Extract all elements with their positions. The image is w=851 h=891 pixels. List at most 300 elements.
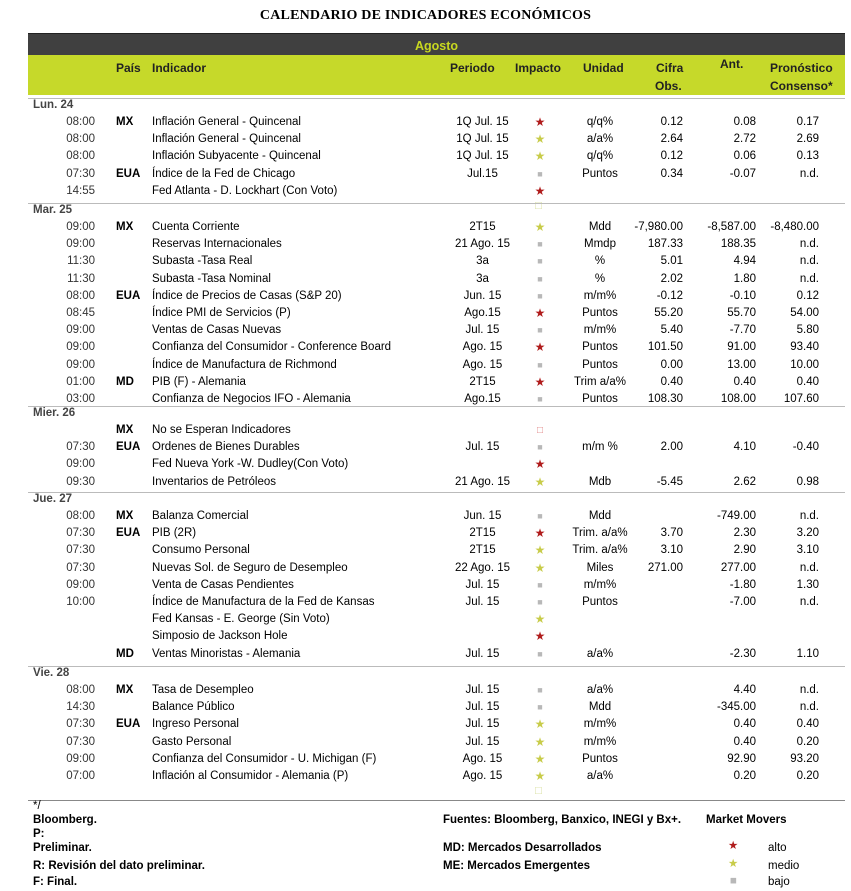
impact-alto-icon: ★ [534,457,546,472]
unit: Puntos [582,358,618,371]
period: 2T15 [469,527,496,540]
header-unidad: Unidad [583,61,624,75]
time: 08:00 [66,116,95,128]
consensus-value: 3.20 [796,527,819,540]
observed-value: 3.70 [660,527,683,540]
unit: Mmdp [584,238,616,251]
header-indicador: Indicador [152,61,207,75]
time: 07:30 [66,167,95,180]
table-row [0,236,851,253]
page-title: CALENDARIO DE INDICADORES ECONÓMICOS [259,8,592,23]
unit: Trim. a/a% [572,527,628,540]
indicator-name: Subasta -Tasa Nominal [152,272,271,285]
impact-bajo-icon: ■ [537,597,543,607]
indicator-name: Inflación General - Quincenal [152,133,301,146]
consensus-value: 0.40 [796,718,819,731]
consensus-value: 0.12 [796,289,819,302]
country-code: MX [116,116,134,128]
legend-alto-icon: ★ [728,840,739,852]
unit: m/m% [583,578,617,591]
indicator-name: Índice de Precios de Casas (S&P 20) [152,289,342,302]
time: 08:00 [66,150,95,163]
footnote-md: MD: Mercados Desarrollados [443,842,602,854]
unit: Puntos [582,167,618,180]
period: Jul. 15 [465,441,500,454]
period: 2T15 [469,221,496,233]
table-row [0,734,851,751]
day-label: Mar. 25 [33,204,72,216]
legend-title: Market Movers [706,814,787,826]
consensus-value: -8,480.00 [770,221,819,233]
unit: m/m% [583,324,617,337]
period: Ago.15 [464,307,501,319]
indicator-name: Índice PMI de Servicios (P) [152,307,291,319]
unit: q/q% [586,150,614,163]
unit: m/m% [583,289,617,302]
previous-value: -345.00 [716,701,756,714]
previous-value: 2.72 [733,133,756,146]
observed-value: 187.33 [647,238,683,251]
indicator-name: Confianza del Consumidor - Conference Board [152,341,392,354]
time: 07:30 [66,544,95,557]
time: 11:30 [67,272,95,285]
country-code: EUA [116,527,141,540]
period: Jul. 15 [465,718,500,731]
impact-alto-icon: ★ [534,115,546,129]
table-row [0,305,851,322]
impact-alto-icon: ★ [534,183,546,198]
day-header [0,665,851,682]
unit: Puntos [582,307,618,319]
header-consenso: Consenso* [770,79,833,93]
day-header [0,405,851,422]
impact-medio-icon: ★ [534,132,546,147]
legend-bajo-label: bajo [768,876,790,888]
day-header [0,97,851,114]
consensus-value: 1.30 [796,578,819,591]
consensus-value: 107.60 [783,393,819,405]
country-code: EUA [116,441,141,454]
observed-value: 271.00 [647,561,683,574]
table-row [0,422,851,439]
footnote-fuentes: Fuentes: Bloomberg, Banxico, INEGI y Bx+. [443,814,682,826]
indicator-name: Fed Kansas - E. George (Sin Voto) [152,613,330,626]
unit: m/m% [583,718,617,731]
country-code: MX [116,684,134,696]
day-header [0,491,851,508]
header-ant: Ant. [720,57,744,71]
period: Jul. 15 [465,684,500,696]
consensus-value: 0.13 [796,150,819,163]
country-code: EUA [116,167,141,180]
consensus-value: n.d. [799,596,819,608]
time: 07:00 [66,770,95,782]
table-row [0,183,851,200]
unit: a/a% [586,684,614,696]
previous-value: 91.00 [727,341,756,354]
previous-value: -749.00 [716,510,756,522]
period: 1Q Jul. 15 [456,150,509,163]
header-impacto: Impacto [515,61,562,75]
indicator-name: Gasto Personal [152,735,232,748]
previous-value: 0.40 [733,718,756,731]
consensus-value: 10.00 [790,358,819,371]
consensus-value: 0.20 [796,735,819,748]
header-obs: Obs. [655,79,682,93]
unit: % [594,272,606,285]
consensus-value: 0.20 [796,770,819,782]
table-row [0,456,851,473]
table-row [0,253,851,270]
impact-bajo-icon: ■ [537,442,543,453]
impact-bajo-icon: ■ [537,273,543,284]
previous-value: -8,587.00 [707,221,756,233]
impact-bajo-icon: ■ [537,648,543,659]
period: 1Q Jul. 15 [456,133,509,146]
period: 22 Ago. 15 [455,561,510,574]
time: 03:00 [66,393,95,405]
impact-bajo-icon: ■ [537,239,543,250]
table-row [0,525,851,542]
impact-bajo-icon: ■ [537,256,543,267]
table-row [0,339,851,356]
table-row [0,611,851,628]
time: 10:00 [66,596,95,608]
period: Jul.15 [467,167,498,180]
period: Jun. 15 [463,510,502,522]
observed-value: 101.50 [647,341,683,354]
unit: Puntos [582,752,618,765]
consensus-value: n.d. [799,684,819,696]
previous-value: 0.06 [733,150,756,163]
unit: Mdd [588,221,612,233]
impact-medio-icon: ★ [534,612,546,627]
time: 14:30 [66,701,95,714]
consensus-value: n.d. [799,701,819,714]
table-row [0,716,851,733]
time: 01:00 [66,375,95,388]
indicator-name: Fed Nueva York -W. Dudley(Con Voto) [152,458,349,471]
observed-value: 0.00 [660,358,683,371]
unit: Puntos [582,393,618,405]
header-pronostico: Pronóstico [770,61,833,75]
day-label: Vie. 28 [33,667,70,679]
country-code: MX [116,221,134,233]
period: Jul. 15 [465,596,500,608]
unit: Trim a/a% [574,375,626,388]
consensus-value: 0.98 [796,475,819,488]
table-row [0,219,851,236]
impact-bajo-icon: ■ [537,511,543,521]
period: Ago. 15 [462,770,503,782]
time: 09:00 [66,341,95,354]
consensus-value: 2.69 [796,133,819,146]
indicator-name: Venta de Casas Pendientes [152,578,294,591]
period: Jul. 15 [465,647,500,660]
day-label: Mier. 26 [33,407,76,419]
impact-none-icon: □ [536,425,544,436]
unit: Mdd [588,701,612,714]
table-row [0,577,851,594]
previous-value: -1.80 [729,578,756,591]
table-row [0,751,851,768]
unit: q/q% [586,116,614,128]
impact-alto-icon: ★ [534,629,546,644]
observed-value: 0.12 [660,116,683,128]
footnote-source: Bloomberg. [33,814,97,826]
unit: Mdd [588,510,612,522]
observed-value: 2.00 [660,441,683,454]
consensus-value: -0.40 [792,441,819,454]
country-code: MX [116,424,134,436]
country-code: MX [116,510,134,522]
impact-bajo-icon: ■ [537,325,543,336]
table-row [0,131,851,148]
table-row [0,271,851,288]
impact-bajo-icon: ■ [537,702,543,713]
period: Jul. 15 [465,578,500,591]
empty-impact-icon: □ [535,785,542,798]
observed-value: -5.45 [656,475,683,488]
impact-bajo-icon: ■ [537,579,543,590]
footnote-me: ME: Mercados Emergentes [443,860,590,872]
indicator-name: Balanza Comercial [152,510,249,522]
empty-impact-icon: □ [535,200,542,212]
footnote-revision: R: Revisión del dato preliminar. [33,860,205,872]
table-row [0,768,851,785]
impact-alto-icon: ★ [534,340,546,355]
previous-value: 4.10 [733,441,756,454]
indicator-name: Ingreso Personal [152,718,239,731]
indicator-name: Confianza de Negocios IFO - Alemania [152,393,351,405]
table-row [0,682,851,699]
consensus-value: n.d. [799,255,819,268]
indicator-name: Ventas de Casas Nuevas [152,324,282,337]
indicator-name: Simposio de Jackson Hole [152,630,288,643]
legend-bajo-icon: ■ [730,875,737,887]
period: 3a [476,272,489,285]
previous-value: 4.94 [733,255,756,268]
table-row [0,699,851,716]
observed-value: 2.64 [660,133,683,146]
period: Jun. 15 [463,289,502,302]
period: Ago.15 [464,393,501,405]
unit: Puntos [582,596,618,608]
indicator-name: Índice de Manufactura de la Fed de Kansas [152,596,375,608]
table-row [0,439,851,456]
time: 09:00 [66,358,95,371]
consensus-value: n.d. [799,238,819,251]
previous-value: 108.00 [720,393,756,405]
table-row [0,628,851,645]
time: 07:30 [66,718,95,731]
indicator-name: Fed Atlanta - D. Lockhart (Con Voto) [152,184,338,197]
previous-value: 277.00 [720,561,756,574]
time: 07:30 [66,441,95,454]
impact-bajo-icon: ■ [537,168,543,179]
indicator-name: Ordenes de Bienes Durables [152,441,300,454]
country-code: EUA [116,718,141,731]
observed-value: -7,980.00 [634,221,683,233]
impact-bajo-icon: ■ [537,290,543,301]
previous-value: -7.00 [729,596,756,608]
country-code: MD [116,647,134,660]
legend-medio-label: medio [768,860,800,872]
time: 09:00 [66,578,95,591]
day-header [0,202,851,219]
impact-medio-icon: ★ [534,717,546,732]
time: 11:30 [67,255,95,268]
unit: Miles [586,561,614,574]
previous-value: -0.07 [729,167,756,180]
impact-alto-icon: ★ [534,374,546,389]
previous-value: 0.20 [733,770,756,782]
period: 2T15 [469,544,496,557]
unit: a/a% [586,133,614,146]
period: 2T15 [469,375,496,388]
consensus-value: 0.17 [796,116,819,128]
unit: m/m % [582,441,618,454]
period: 1Q Jul. 15 [456,116,509,128]
time: 08:00 [66,133,95,146]
consensus-value: 93.40 [790,341,819,354]
table-row [0,166,851,183]
time: 07:30 [66,561,95,574]
time: 07:30 [66,735,95,748]
indicator-name: Nuevas Sol. de Seguro de Desempleo [152,561,348,574]
indicator-name: Índice de Manufactura de Richmond [152,358,337,371]
impact-bajo-icon: ■ [537,359,543,370]
impact-medio-icon: ★ [534,751,546,766]
observed-value: 5.40 [660,324,683,337]
impact-medio-icon: ★ [534,474,546,489]
previous-value: 1.80 [733,272,756,285]
table-row [0,322,851,339]
table-row [0,288,851,305]
impact-alto-icon: ★ [534,306,546,320]
period: 21 Ago. 15 [455,238,510,251]
indicator-name: Reservas Internacionales [152,238,282,251]
month-label: Agosto [414,39,459,53]
day-label: Jue. 27 [33,493,72,505]
header-cifra: Cifra [656,61,684,75]
previous-value: 0.40 [733,735,756,748]
consensus-value: n.d. [799,561,819,574]
impact-alto-icon: ★ [534,526,546,541]
period: Jul. 15 [465,701,500,714]
previous-value: 55.70 [727,307,756,319]
unit: a/a% [586,770,614,782]
indicator-name: Subasta -Tasa Real [152,255,253,268]
previous-value: 2.62 [733,475,756,488]
observed-value: 0.40 [660,375,683,388]
indicator-name: No se Esperan Indicadores [152,424,291,436]
unit: Mdb [588,475,612,488]
consensus-value: n.d. [799,510,819,522]
table-row [0,148,851,165]
indicator-name: Inventarios de Petróleos [152,475,277,488]
previous-value: 92.90 [727,752,756,765]
period: 3a [476,255,489,268]
impact-medio-icon: ★ [534,734,546,749]
impact-medio-icon: ★ [534,543,546,558]
period: Ago. 15 [462,358,503,371]
previous-value: -0.10 [729,289,756,302]
consensus-value: 0.40 [796,375,819,388]
time: 08:45 [66,307,95,319]
month-bar [28,33,845,56]
time: 08:00 [66,289,95,302]
footer-divider [28,800,845,801]
table-row [0,374,851,391]
table-row [0,474,851,491]
unit: m/m% [583,735,617,748]
observed-value: 5.01 [660,255,683,268]
time: 09:00 [66,324,95,337]
previous-value: 13.00 [727,358,756,371]
time: 09:00 [66,458,95,471]
previous-value: 2.30 [733,527,756,540]
observed-value: -0.12 [656,289,683,302]
observed-value: 2.02 [660,272,683,285]
time: 08:00 [66,684,95,696]
table-row [0,594,851,611]
footnote-p: P: [33,828,45,840]
consensus-value: 93.20 [790,752,819,765]
time: 09:00 [66,238,95,251]
observed-value: 55.20 [654,307,683,319]
period: Jul. 15 [465,324,500,337]
indicator-name: PIB (F) - Alemania [152,375,246,388]
previous-value: -2.30 [729,647,756,660]
indicator-name: Confianza del Consumidor - U. Michigan (F) [152,752,377,765]
footnote-marker: */ [33,800,41,812]
indicator-name: Inflación Subyacente - Quincenal [152,150,321,163]
table-row [0,646,851,663]
time: 14:55 [66,184,95,197]
time: 09:30 [66,475,95,488]
indicator-name: Consumo Personal [152,544,250,557]
previous-value: 188.35 [720,238,756,251]
period: Ago. 15 [462,752,503,765]
consensus-value: n.d. [799,272,819,285]
legend-alto-label: alto [768,842,787,854]
table-row [0,357,851,374]
footnote-final: F: Final. [33,876,78,888]
previous-value: -7.70 [729,324,756,337]
unit: a/a% [586,647,614,660]
time: 09:00 [66,752,95,765]
time: 08:00 [66,510,95,522]
indicator-name: PIB (2R) [152,527,197,540]
observed-value: 3.10 [660,544,683,557]
previous-value: 2.90 [733,544,756,557]
period: 21 Ago. 15 [455,475,510,488]
observed-value: 0.12 [660,150,683,163]
observed-value: 108.30 [647,393,683,405]
unit: % [594,255,606,268]
period: Jul. 15 [465,735,500,748]
table-row [0,508,851,525]
day-label: Lun. 24 [33,99,74,111]
country-code: EUA [116,289,141,302]
previous-value: 4.40 [733,684,756,696]
legend-medio-icon: ★ [728,858,739,870]
consensus-value: 3.10 [796,544,819,557]
time: 07:30 [66,527,95,540]
consensus-value: 54.00 [790,307,819,319]
table-row [0,560,851,577]
